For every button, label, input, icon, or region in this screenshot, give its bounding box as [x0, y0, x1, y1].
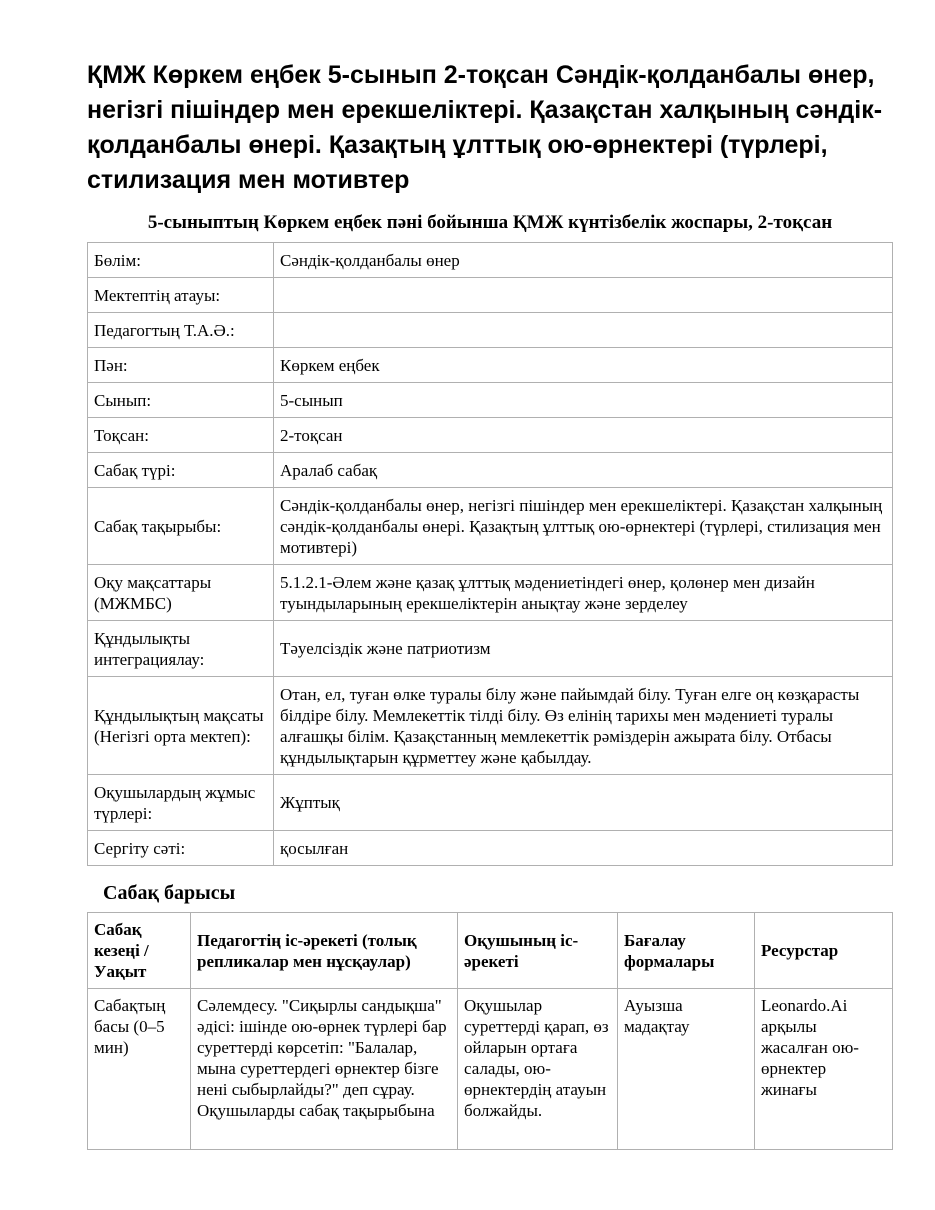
info-row — [88, 278, 893, 313]
lesson-flow-heading: Сабақ барысы — [103, 882, 236, 904]
info-row — [88, 243, 893, 278]
info-value — [274, 278, 893, 313]
info-label: Сабақ тақырыбы: — [88, 488, 274, 565]
lesson-teacher-activity: Сәлемдесу. "Сиқырлы сандықша" әдісі: ішінде ою-өрнек түрлері бар суреттерді көрсетіп: "Балалар, мына суреттердегі өрнектер бізге нені сыбырлайды?" деп сұрау. Оқушыларды сабақ тақырыбына — [191, 989, 458, 1150]
plan-subtitle: 5-сыныптың Көркем еңбек пәні бойынша ҚМЖ күнтізбелік жоспары, 2-тоқсан — [147, 212, 833, 233]
info-row — [88, 775, 893, 831]
lesson-info-table — [87, 242, 893, 866]
info-row — [88, 313, 893, 348]
info-row — [88, 831, 893, 866]
info-label: Сынып: — [88, 383, 274, 418]
lesson-stage: Сабақтың басы (0–5 мин) — [88, 989, 191, 1150]
info-value: 5.1.2.1-Әлем және қазақ ұлттық мәдениетіндегі өнер, қолөнер мен дизайн туындыларының ерекшеліктерін анықтау және зерделеу — [274, 565, 893, 621]
info-label: Құндылықтың мақсаты (Негізгі орта мектеп): — [88, 677, 274, 775]
lesson-student-activity: Оқушылар суреттерді қарап, өз ойларын ортаға салады, ою-өрнектердің атауын болжайды. — [458, 989, 618, 1150]
info-row — [88, 565, 893, 621]
lesson-assessment: Ауызша мадақтау — [618, 989, 755, 1150]
info-value: Аралаб сабақ — [274, 453, 893, 488]
header-resources: Ресурстар — [755, 913, 893, 989]
info-row — [88, 418, 893, 453]
lesson-resources: Leonardo.Ai арқылы жасалған ою-өрнектер жинағы — [755, 989, 893, 1150]
info-label: Сергіту сәті: — [88, 831, 274, 866]
lesson-header-row — [88, 913, 893, 989]
header-teacher: Педагогтің іс-әрекеті (толық репликалар мен нұсқаулар) — [191, 913, 458, 989]
info-row — [88, 453, 893, 488]
info-value: 2-тоқсан — [274, 418, 893, 453]
info-value: Тәуелсіздік және патриотизм — [274, 621, 893, 677]
info-label: Оқушылардың жұмыс түрлері: — [88, 775, 274, 831]
header-stage: Сабақ кезеңі / Уақыт — [88, 913, 191, 989]
lesson-row — [88, 989, 893, 1150]
header-assessment: Бағалау формалары — [618, 913, 755, 989]
info-label: Бөлім: — [88, 243, 274, 278]
info-value: Көркем еңбек — [274, 348, 893, 383]
info-row — [88, 348, 893, 383]
info-label: Сабақ түрі: — [88, 453, 274, 488]
info-value: Сәндік-қолданбалы өнер — [274, 243, 893, 278]
info-row — [88, 488, 893, 565]
lesson-flow-table — [87, 912, 893, 1150]
info-label: Пән: — [88, 348, 274, 383]
info-label: Тоқсан: — [88, 418, 274, 453]
info-value: Отан, ел, туған өлке туралы білу және пайымдай білу. Туған елге оң көзқарасты білдіре білу. Мемлекеттік тілді білу. Өз елінің тарихы мен мәдениеті туралы алғашқы білім. Қазақстанның мемлекеттік рәміздерін ажырата білу. Отбасы құндылықтарын құрметтеу және қабылдау. — [274, 677, 893, 775]
document-title: ҚМЖ Көркем еңбек 5-сынып 2-тоқсан Сәндік-қолданбалы өнер, негізгі пішіндер мен ерекшеліктері. Қазақстан халқының сәндік-қолданбалы өнері. Қазақтың ұлттық ою-өрнектері (түрлері, стилизация мен мотивтер — [87, 61, 883, 194]
info-row — [88, 621, 893, 677]
lesson-info-body — [88, 243, 893, 866]
info-value — [274, 313, 893, 348]
header-student: Оқушының іс-әрекеті — [458, 913, 618, 989]
info-value: 5-сынып — [274, 383, 893, 418]
info-label: Құндылықты интеграциялау: — [88, 621, 274, 677]
info-value: қосылған — [274, 831, 893, 866]
info-label: Мектептің атауы: — [88, 278, 274, 313]
info-row — [88, 383, 893, 418]
info-label: Педагогтың Т.А.Ә.: — [88, 313, 274, 348]
info-value: Сәндік-қолданбалы өнер, негізгі пішіндер мен ерекшеліктері. Қазақстан халқының сәндік-қолданбалы өнері. Қазақтың ұлттық ою-өрнектері (түрлері, стилизация мен мотивтері) — [274, 488, 893, 565]
info-value: Жұптық — [274, 775, 893, 831]
info-label: Оқу мақсаттары (МЖМБС) — [88, 565, 274, 621]
info-row — [88, 677, 893, 775]
